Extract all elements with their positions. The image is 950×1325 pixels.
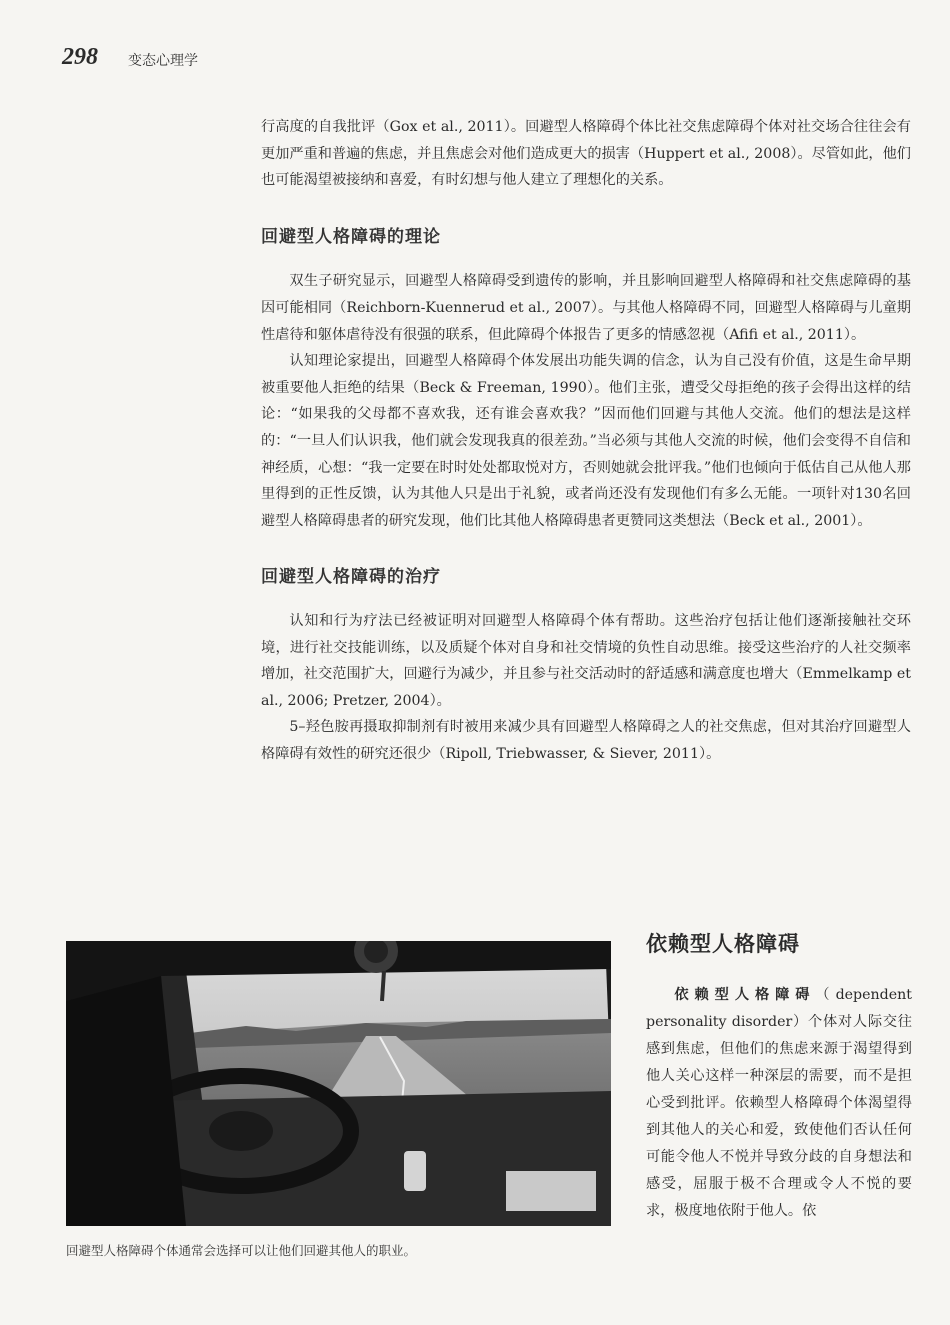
main-text-column <box>261 114 911 767</box>
treatment-paragraph-2: 5–羟色胺再摄取抑制剂有时被用来减少具有回避型人格障碍之人的社交焦虑，但对其治疗回避型人格障碍有效性的研究还很少（Ripoll, Triebwasser, & Siever, 2011）。 <box>261 719 911 762</box>
section-heading-treatment: 回避型人格障碍的治疗 <box>261 567 441 588</box>
treatment-paragraph-1: 认知和行为疗法已经被证明对回避型人格障碍个体有帮助。这些治疗包括让他们逐渐接触社交环境，进行社交技能训练，以及质疑个体对自身和社交情境的负性自动思维。接受这些治疗的人社交频率增加，社交范围扩大，回避行为减少，并且参与社交活动时的舒适感和满意度也增大（Emmelkamp et al., 2006; Pretzer, 2004）。 <box>261 612 911 709</box>
section-heading-theory: 回避型人格障碍的理论 <box>261 226 441 247</box>
figure-caption: 回避型人格障碍个体通常会选择可以让他们回避其他人的职业。 <box>66 1243 417 1258</box>
theory-paragraph-1: 双生子研究显示，回避型人格障碍受到遗传的影响，并且影响回避型人格障碍和社交焦虑障碍的基因可能相同（Reichborn-Kuennerud et al., 2007）。与其他人格障碍不同，回避型人格障碍与儿童期性虐待和躯体虐待没有很强的联系，但此障碍个体报告了更多的情感忽视（Afifi et al., 2011）。 <box>261 273 911 343</box>
term-definition: （dependent personality disorder）个体对人际交往感到焦虑，但他们的焦虑来源于渴望得到他人关心这样一种深层的需要，而不是担心受到批评。依赖型人格障碍个体渴望得到其他人的关心和爱，致使他们否认任何可能令他人不悦并导致分歧的自身想法和感受，屈服于极不合理或令人不悦的要求，极度地依附于他人。依 <box>646 987 912 1219</box>
page-number: 298 <box>62 44 98 70</box>
sidebar-text <box>646 982 912 1225</box>
intro-paragraph: 行高度的自我批评（Gox et al., 2011）。回避型人格障碍个体比社交焦虑障碍个体对社交场合往往会有更加严重和普遍的焦虑，并且焦虑会对他们造成更大的损害（Huppert et al., 2008）。尽管如此，他们也可能渴望被接纳和喜爱，有时幻想与他人建立了理想化的关系。 <box>261 119 911 189</box>
defined-term: 依赖型人格障碍 <box>674 987 816 1003</box>
running-head-title: 变态心理学 <box>128 53 198 69</box>
truck-cab-photo <box>66 941 611 1226</box>
sidebar-heading: 依赖型人格障碍 <box>646 932 800 956</box>
theory-paragraph-2: 认知理论家提出，回避型人格障碍个体发展出功能失调的信念，认为自己没有价值，这是生命早期被重要他人拒绝的结果（Beck & Freeman, 1990）。他们主张，遭受父母拒绝的孩子会得出这样的结论：“如果我的父母都不喜欢我，还有谁会喜欢我？”因而他们回避与其他人交流。他们的想法是这样的：“一旦人们认识我，他们就会发现我真的很差劲。”当必须与其他人交流的时候，他们会变得不自信和神经质，心想：“我一定要在时时处处都取悦对方，否则她就会批评我。”他们也倾向于低估自己从他人那里得到的正性反馈，认为其他人只是出于礼貌，或者尚还没有发现他们有多么无能。一项针对130名回避型人格障碍患者的研究发现，他们比其他人格障碍患者更赞同这类想法（Beck et al., 2001）。 <box>261 353 911 529</box>
sidebar-paragraph <box>646 982 912 1225</box>
